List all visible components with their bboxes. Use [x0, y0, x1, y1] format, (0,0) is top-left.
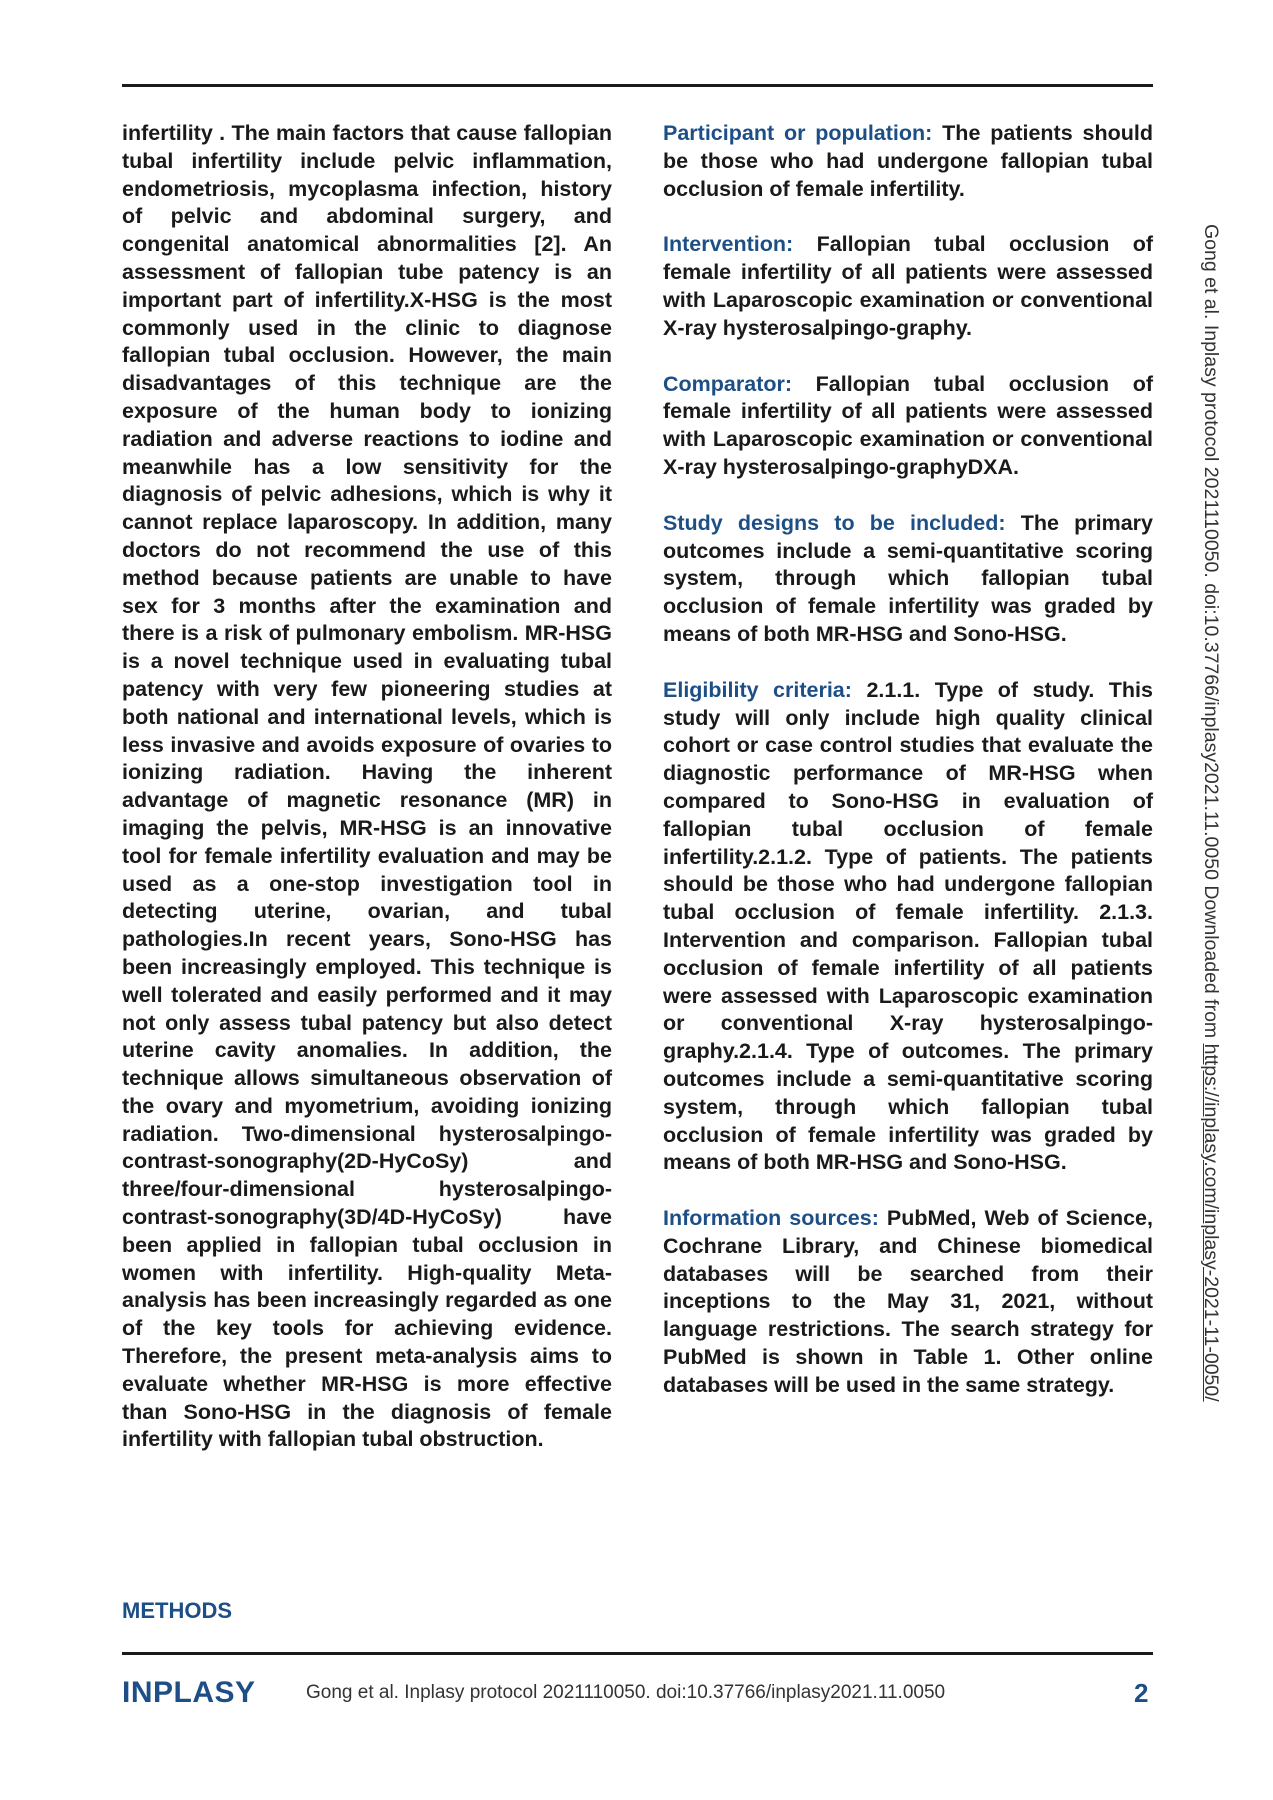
section-text: 2.1.1. Type of study. This study will only include high quality clinical cohort or case control studies that evaluate the diagnostic performance of MR-HSG when compared to Sono-HSG in evaluation of fallopian tubal occlusion of female infertility.2.1.2. Type of patients. The patients should be those who had undergone fallopian tubal occlusion of female infertility. 2.1.3. Intervention and comparison. Fallopian tubal occlusion of female infertility of all patients were assessed with Laparoscopic examination or conventional X-ray hysterosalpingo-graphy.2.1.4. Type of outcomes. The primary outcomes include a semi-quantitative scoring system, through which fallopian tubal occlusion of female infertility was graded by means of both MR-HSG and Sono-HSG. [663, 677, 1153, 1175]
side-note-text: Gong et al. Inplasy protocol 2021110050. doi:10.37766/inplasy2021.11.0050 Downloaded from [1200, 224, 1222, 1044]
section-text: The primary outcomes include a semi-quantitative scoring system, through which fallopian tubal occlusion of female infertility was graded by means of both MR-HSG and Sono-HSG. [663, 510, 1153, 646]
side-note-link[interactable]: https://inplasy.com/inplasy-2021-11-0050/ [1200, 1043, 1222, 1402]
top-rule [122, 84, 1153, 87]
section-label: Participant or population: [663, 121, 933, 145]
section-information-sources [663, 1205, 1153, 1400]
right-column [663, 120, 1153, 1428]
section-eligibility [663, 677, 1153, 1177]
footer-brand: INPLASY [122, 1676, 256, 1709]
section-label: Comparator: [663, 371, 793, 396]
intro-paragraph: infertility . The main factors that cause fallopian tubal infertility include pelvic inflammation, endometriosis, mycoplasma infection, history of pelvic and abdominal surgery, and congenital anatomical abnormalities [2]. An assessment of fallopian tube patency is an important part of infertility.X-HSG is the most commonly used in the clinic to diagnose fallopian tubal occlusion. However, the main disadvantages of this technique are the exposure of the human body to ionizing radiation and adverse reactions to iodine and meanwhile has a low sensitivity for the diagnosis of pelvic adhesions, which is why it cannot replace laparoscopy. In addition, many doctors do not recommend the use of this method because patients are unable to have sex for 3 months after the examination and there is a risk of pulmonary embolism. MR-HSG is a novel technique used in evaluating tubal patency with very few pioneering studies at both national and international levels, which is less invasive and avoids exposure of ovaries to ionizing radiation. Having the inherent advantage of magnetic resonance (MR) in imaging the pelvis, MR-HSG is an innovative tool for female infertility evaluation and may be used as a one-stop investigation tool in detecting uterine, ovarian, and tubal pathologies.In recent years, Sono-HSG has been increasingly employed. This technique is well tolerated and easily performed and it may not only assess tubal patency but also detect uterine cavity anomalies. In addition, the technique allows simultaneous observation of the ovary and myometrium, avoiding ionizing radiation. Two-dimensional hysterosalpingo-contrast-sonography(2D-HyCoSy) and three/four-dimensional hysterosalpingo-contrast-sonography(3D/4D-HyCoSy) have been applied in fallopian tubal occlusion in women with infertility. High-quality Meta-analysis has been increasingly regarded as one of the key tools for achieving evidence. Therefore, the present meta-analysis aims to evaluate whether MR-HSG is more effective than Sono-HSG in the diagnosis of female infertility with fallopian tubal obstruction. [122, 121, 612, 1452]
side-download-note [1199, 224, 1222, 1402]
section-text: PubMed, Web of Science, Cochrane Library, and Chinese biomedical databases will be searched from their inceptions to the May 31, 2021, without language restrictions. The search strategy for PubMed is shown in Table 1. Other online databases will be used in the same strategy. [663, 1206, 1153, 1397]
section-intervention [663, 231, 1153, 342]
section-study-designs [663, 510, 1153, 649]
section-label: Study designs to be included: [663, 510, 1006, 535]
bottom-rule [122, 1652, 1153, 1655]
page-number: 2 [1134, 1678, 1149, 1708]
section-comparator [663, 371, 1153, 482]
section-label: Eligibility criteria: [663, 677, 852, 702]
section-text: Fallopian tubal occlusion of female infertility of all patients were assessed with Laparoscopic examination or conventional X-ray hysterosalpingo-graphy. [663, 232, 1153, 340]
section-text: The patients should be those who had undergone fallopian tubal occlusion of female infertility. [663, 121, 1153, 201]
footer-citation: Gong et al. Inplasy protocol 2021110050. doi:10.37766/inplasy2021.11.0050 [306, 1682, 946, 1703]
methods-heading: METHODS [122, 1598, 232, 1623]
section-label: Intervention: [663, 232, 794, 257]
left-column [122, 120, 612, 1482]
section-text: Fallopian tubal occlusion of female infertility of all patients were assessed with Laparoscopic examination or conventional X-ray hysterosalpingo-graphyDXA. [663, 371, 1153, 479]
section-label: Information sources: [663, 1206, 879, 1231]
section-participant [663, 120, 1153, 203]
